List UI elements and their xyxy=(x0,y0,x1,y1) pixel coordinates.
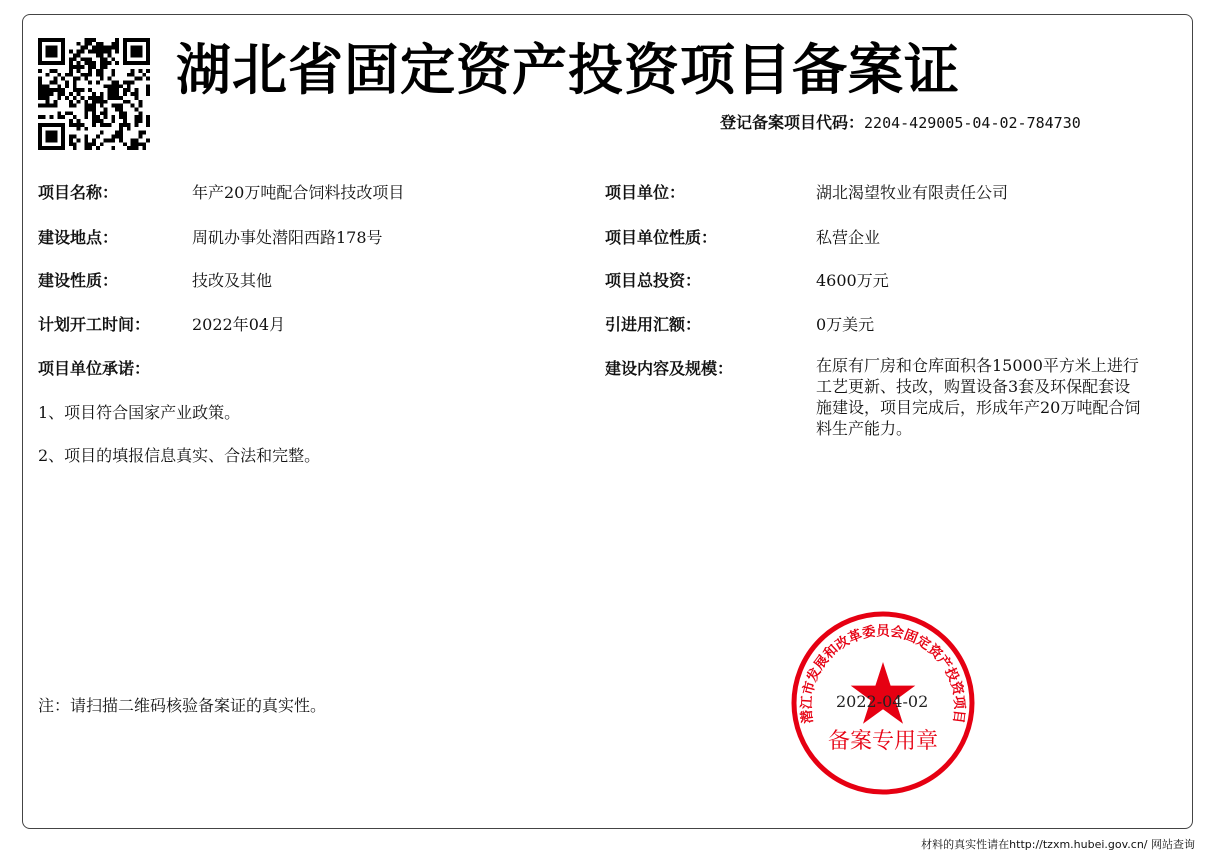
start-date-value: 2022年04月 xyxy=(192,315,286,334)
scope-label: 建设内容及规模： xyxy=(605,359,734,378)
location-label: 建设地点： xyxy=(38,228,119,247)
record-code xyxy=(720,110,1081,133)
total-investment-value: 4600万元 xyxy=(816,271,889,290)
foreign-exchange-label: 引进用汇额： xyxy=(605,315,702,334)
seal-date: 2022-04-02 xyxy=(836,692,929,711)
page-title: 湖北省固定资产投资项目备案证 xyxy=(176,38,961,102)
project-unit-label: 项目单位： xyxy=(605,183,686,202)
unit-nature-label: 项目单位性质： xyxy=(605,228,718,247)
verification-note: 注：请扫描二维码核验备案证的真实性。 xyxy=(38,696,327,715)
scope-value: 在原有厂房和仓库面积各15000平方米上进行工艺更新、技改，购置设备3套及环保配套设施建设，项目完成后，形成年产20万吨配合饲料生产能力。 xyxy=(816,356,1141,438)
unit-nature-value: 私营企业 xyxy=(816,228,881,247)
foreign-exchange-value: 0万美元 xyxy=(816,315,875,334)
start-date-label: 计划开工时间： xyxy=(38,315,151,334)
construction-type-label: 建设性质： xyxy=(38,271,119,290)
record-code-label: 登记备案项目代码： xyxy=(720,113,865,132)
project-unit-value: 湖北渴望牧业有限责任公司 xyxy=(816,183,1009,202)
seal-ring-text: 潜江市发展和改革委员会固定资产投资项目 xyxy=(798,623,968,725)
commitment-label: 项目单位承诺： xyxy=(38,359,151,378)
footer-note: 材料的真实性请在http://tzxm.hubei.gov.cn/ 网站查询 xyxy=(921,838,1195,851)
construction-type-value: 技改及其他 xyxy=(192,271,273,290)
qr-code-icon[interactable] xyxy=(38,38,150,150)
commitment-item: 2、项目的填报信息真实、合法和完整。 xyxy=(38,446,321,465)
total-investment-label: 项目总投资： xyxy=(605,271,702,290)
seal-text: 备案专用章 xyxy=(827,729,939,754)
record-code-value: 2204-429005-04-02-784730 xyxy=(864,114,1081,132)
location-value: 周矶办事处潜阳西路178号 xyxy=(192,228,383,247)
project-name-label: 项目名称： xyxy=(38,183,119,202)
project-name-value: 年产20万吨配合饲料技改项目 xyxy=(192,183,405,202)
commitment-item: 1、项目符合国家产业政策。 xyxy=(38,403,241,422)
